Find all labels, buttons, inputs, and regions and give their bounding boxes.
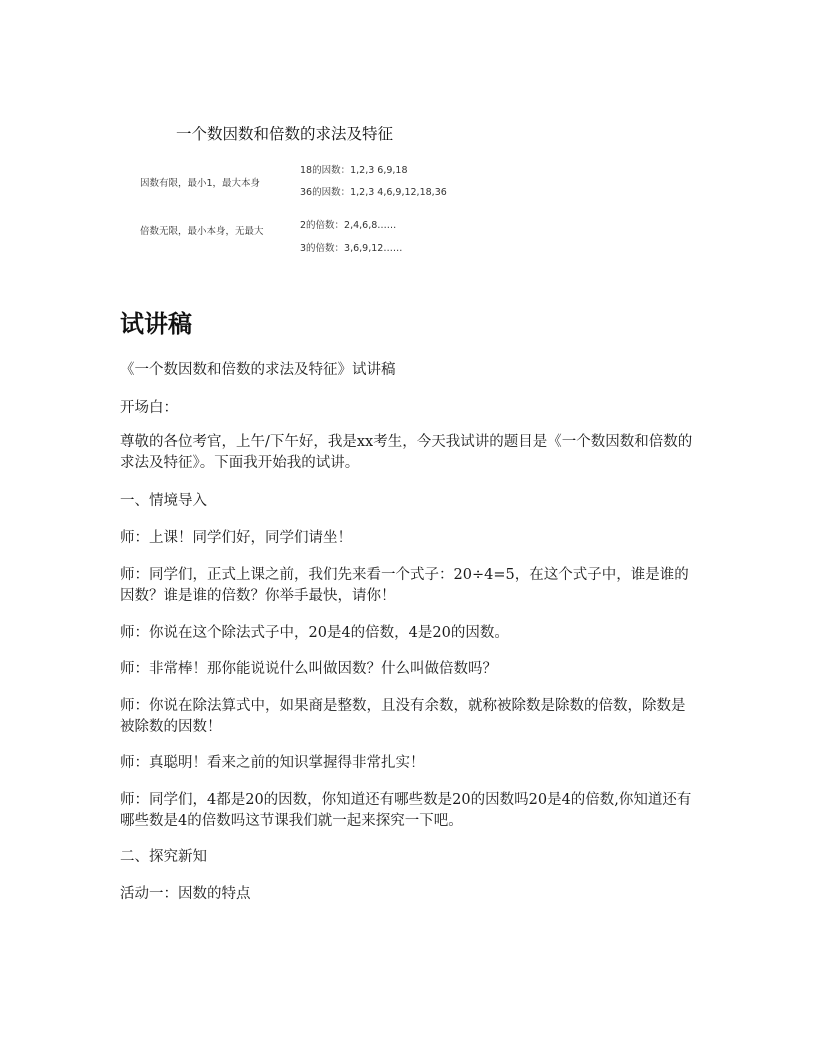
teacher-line-5: 师：你说在除法算式中，如果商是整数，且没有余数，就称被除数是除数的倍数，除数是被除数的因数！ [120, 698, 686, 735]
teacher-line-4: 师：非常棒！那你能说说什么叫做因数？什么叫做倍数吗？ [120, 661, 497, 677]
teacher-line-6: 师：真聪明！看来之前的知识掌握得非常扎实！ [120, 755, 425, 771]
teacher-line-1: 师：上课！同学们好，同学们请坐！ [120, 530, 352, 546]
multiple-feature: 倍数无限，最小本身，无最大 [140, 226, 264, 237]
multiple-example-3: 3的倍数：3,6,9,12…… [300, 243, 403, 254]
teacher-line-3: 师：你说在这个除法式子中，20是4的倍数，4是20的因数。 [120, 625, 509, 641]
factor-example-18: 18的因数：1,2,3 6,9,18 [300, 165, 408, 176]
teacher-line-2: 师：同学们，正式上课之前，我们先来看一个式子：20÷4=5，在这个式子中，谁是谁的因数？谁是谁的倍数？你举手最快，请你！ [120, 567, 689, 604]
multiple-example-2: 2的倍数：2,4,6,8…… [300, 220, 397, 231]
factor-feature: 因数有限，最小1，最大本身 [140, 178, 261, 189]
section-explore-heading: 二、探究新知 [120, 849, 207, 865]
factor-example-36: 36的因数：1,2,3 4,6,9,12,18,36 [300, 187, 447, 198]
blackboard-design-image [120, 100, 447, 270]
script-title: 《一个数因数和倍数的求法及特征》试讲稿 [120, 362, 396, 378]
board-title: 一个数因数和倍数的求法及特征 [176, 125, 394, 143]
teacher-line-7: 师：同学们，4都是20的因数，你知道还有哪些数是20的因数吗20是4的倍数,你知道还有哪些数是4的倍数吗这节课我们就一起来探究一下吧。 [120, 792, 692, 829]
opening-label: 开场白： [120, 400, 178, 416]
activity-one-heading: 活动一：因数的特点 [120, 886, 251, 902]
section-heading: 试讲稿 [120, 310, 192, 338]
opening-paragraph: 尊敬的各位考官，上午/下午好，我是xx考生，今天我试讲的题目是《一个数因数和倍数的求法及特征》。下面我开始我的试讲。 [120, 434, 693, 471]
section-intro-heading: 一、情境导入 [120, 493, 207, 509]
